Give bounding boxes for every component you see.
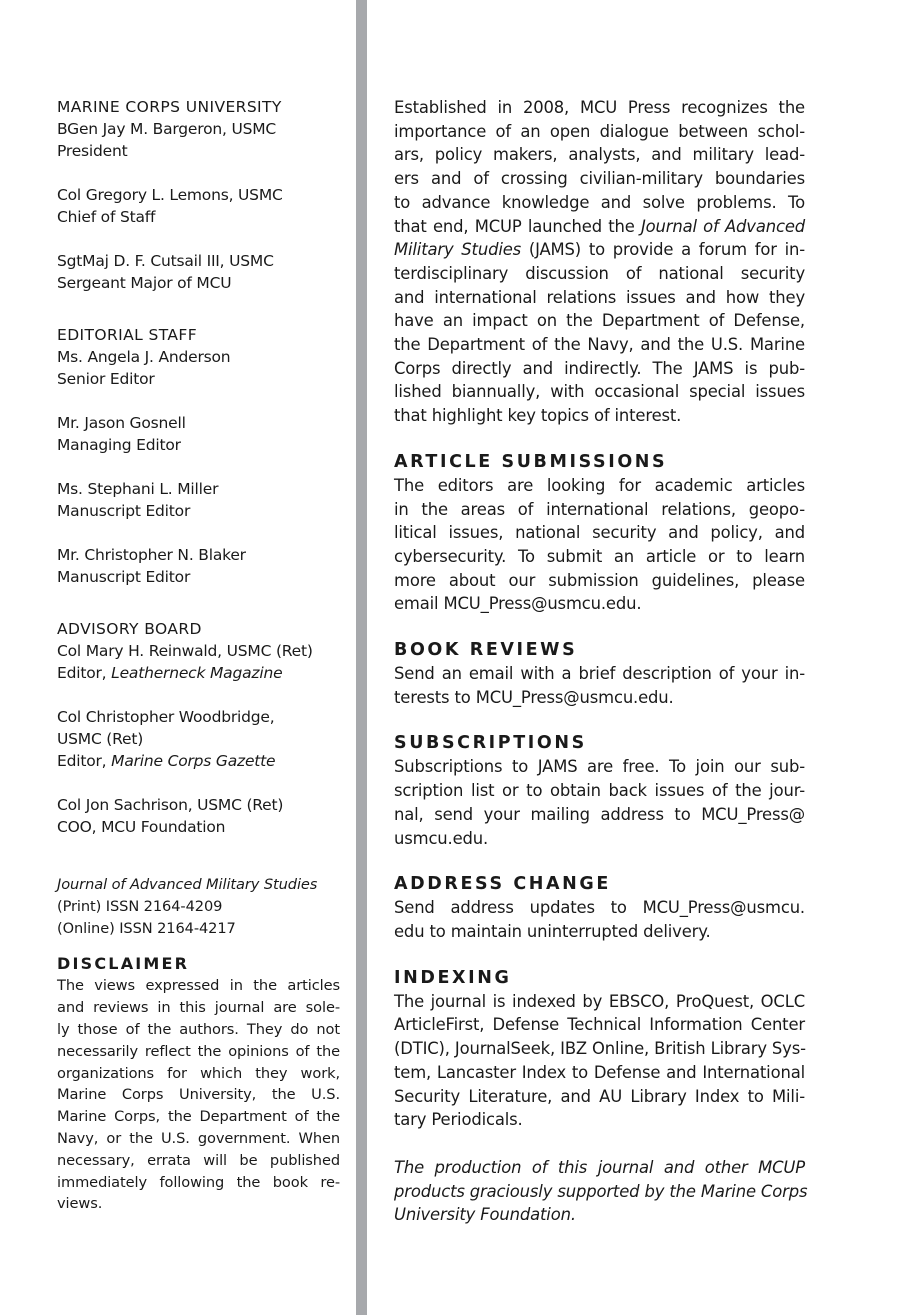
person-name: Col Jon Sachrison, USMC (Ret) [57,796,284,814]
advisory-heading: ADVISORY BOARD [57,620,202,638]
person-role: President [57,142,128,160]
indexing-text: The journal is indexed by EBSCO, ProQuest, OCLC ArticleFirst, Defense Technical Information Center (DTIC), JournalSeek, IBZ Online, British Library Sys- tem, Lancaster Index to Defense and International Security Literature, and AU Library Index to Mili- tary Periodicals. [394,991,806,1130]
column-divider [356,0,367,1315]
person-role: Manuscript Editor [57,502,191,520]
masthead-column [57,96,340,1215]
person-role: Manuscript Editor [57,568,191,586]
person-role: Editor, Leatherneck Magazine [57,664,283,682]
person-name: Ms. Stephani L. Miller [57,480,219,498]
person-name: Col Mary H. Reinwald, USMC (Ret) [57,642,313,660]
journal-info [57,874,340,939]
address-change-heading: ADDRESS CHANGE [394,874,611,895]
editorial-heading: EDITORIAL STAFF [57,326,198,344]
print-issn: (Print) ISSN 2164-4209 [57,897,223,915]
person-name: Col Gregory L. Lemons, USMC [57,186,283,204]
disclaimer-text: The views expressed in the articles and reviews in this journal are sole- ly those of the authors. They do not necessarily reflect the opinions of the organizations for which they work, Marine Corps University, the U.S. Marine Corps, the Department of the Navy, or the U.S. government. When necessary, errata will be published immediately following the book re- views. [57,977,340,1213]
indexing-heading: INDEXING [394,967,512,988]
person-role: Managing Editor [57,436,181,454]
person-name: Col Christopher Woodbridge, [57,708,275,726]
intro-paragraph: Established in 2008, MCU Press recognizes the importance of an open dialogue between schol- ars, policy makers, analysts, and military lead- ers and of crossing civilian-military boundaries to advance knowledge and solve problems. To that end, MCUP launched the Journal of Advanced Military Studies (JAMS) to provide a forum for in- terdisciplinary discussion of national security and international relations issues and how they have an impact on the Department of Defense, the Department of the Navy, and the U.S. Marine Corps directly and indirectly. The JAMS is pub- lished biannually, with occasional special issues that highlight key topics of interest. [394,98,806,426]
person-name: BGen Jay M. Bargeron, USMC [57,120,277,138]
online-issn: (Online) ISSN 2164-4217 [57,919,236,937]
mcu-heading: MARINE CORPS UNIVERSITY [57,98,282,116]
address-change-text: Send address updates to MCU_Press@usmcu. edu to maintain uninterrupted delivery. [394,898,805,941]
book-reviews-heading: BOOK REVIEWS [394,640,578,661]
foundation-note: The production of this journal and other MCUP products graciously supported by the Marine Corps University Foundation. [394,1157,808,1225]
person-name: Mr. Christopher N. Blaker [57,546,246,564]
person-name: Mr. Jason Gosnell [57,414,186,432]
person-role: Senior Editor [57,370,155,388]
person-role: Editor, Marine Corps Gazette [57,752,276,770]
person-role: Chief of Staff [57,208,156,226]
subscriptions-text: Subscriptions to JAMS are free. To join our sub- scription list or to obtain back issues of the jour- nal, send your mailing address to MCU_Press@ usmcu.edu. [394,757,805,848]
subscriptions-heading: SUBSCRIPTIONS [394,733,587,754]
information-column [394,96,808,1227]
book-reviews-text: Send an email with a brief description of your in- terests to MCU_Press@usmcu.edu. [394,664,805,707]
article-submissions-text: The editors are looking for academic articles in the areas of international relations, geopo- litical issues, national security and policy, and cybersecurity. To submit an article or to learn more about our submission guidelines, please email MCU_Press@usmcu.edu. [394,475,805,614]
person-role: Sergeant Major of MCU [57,274,232,292]
person-role: COO, MCU Foundation [57,818,226,836]
journal-title: Journal of Advanced Military Studies [57,876,318,893]
article-submissions-heading: ARTICLE SUBMISSIONS [394,451,668,472]
person-name: Ms. Angela J. Anderson [57,348,231,366]
disclaimer-heading: DISCLAIMER [57,954,190,974]
person-name-cont: USMC (Ret) [57,730,144,748]
person-name: SgtMaj D. F. Cutsail III, USMC [57,252,274,270]
